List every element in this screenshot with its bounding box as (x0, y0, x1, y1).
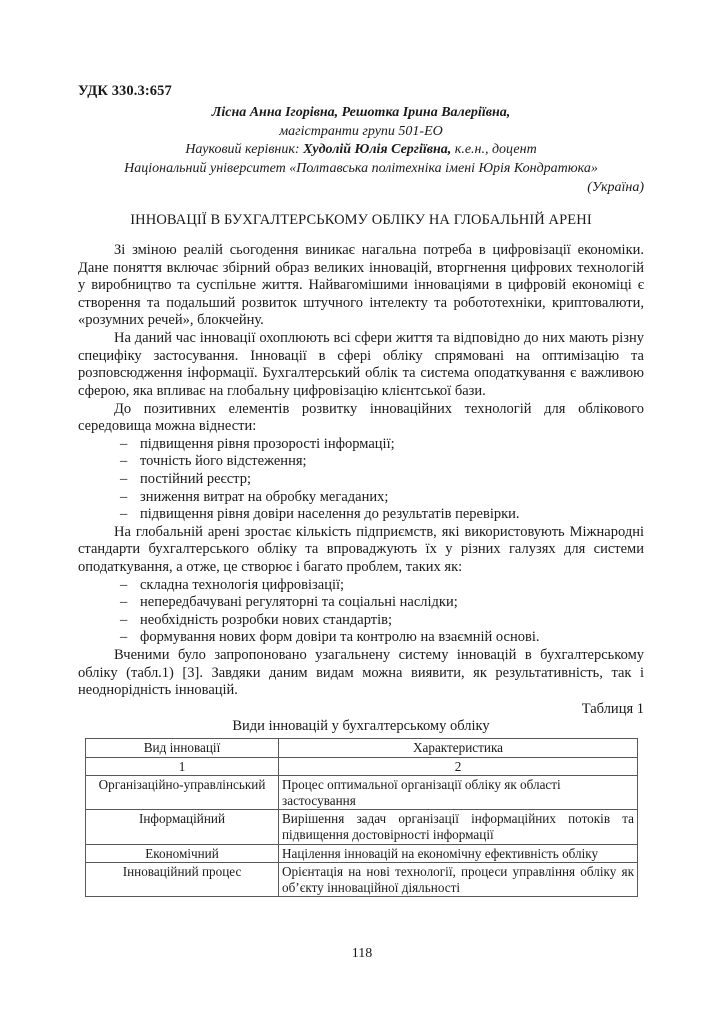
byline-authors: Лісна Анна Ігорівна, Решотка Ірина Валеріївна, (211, 105, 511, 121)
dash-bullet-icon: – (120, 576, 128, 593)
innovation-type: Економічний (86, 844, 279, 863)
list-item (78, 594, 644, 612)
innovation-type: Інформаційний (86, 810, 279, 844)
dash-bullet-icon: – (120, 629, 128, 646)
dash-bullet-icon: – (120, 488, 128, 505)
table-row (86, 863, 638, 897)
byline-supervisor (78, 141, 644, 160)
list-item-text: непередбачувані регуляторні та соціальні наслідки; (140, 594, 458, 611)
innovation-characteristic: Орієнтація на нові технології, процеси управління обліку як об’єкту інноваційної діяльності (279, 863, 638, 897)
list-item-text: зниження витрат на обробку мегаданих; (140, 488, 389, 505)
byline-affiliation: Національний університет «Полтавська політехніка імені Юрія Кондратюка» (124, 160, 598, 176)
list-item-text: постійний реєстр; (140, 470, 251, 487)
dash-bullet-icon: – (120, 594, 128, 611)
list-item-text: точність його відстеження; (140, 453, 307, 470)
table-header-row (86, 739, 638, 758)
innovation-characteristic: Вирішення задач організації інформаційних потоків та підвищення достовірності інформації (279, 810, 638, 844)
dash-bullet-icon: – (120, 453, 128, 470)
dash-bullet-icon: – (120, 435, 128, 452)
list-item-text: формування нових форм довіри та контролю на взаємній основі. (140, 629, 540, 646)
table-column-number-row (86, 757, 638, 776)
table-row (86, 776, 638, 810)
column-number-1: 1 (86, 757, 279, 776)
dash-bullet-icon: – (120, 470, 128, 487)
dash-bullet-icon: – (120, 611, 128, 628)
table-header-cell-type: Вид інновації (86, 739, 279, 758)
list-item (78, 471, 644, 489)
innovations-table (85, 738, 638, 897)
list-item (78, 577, 644, 595)
innovation-characteristic: Процес оптимальної організації обліку як області застосування (279, 776, 638, 810)
paragraph-2: На даний час інновації охоплюють всі сфери життя та відповідно до них мають різну специфіку застосування. Інновації в сфері обліку спрямовані на оптимізацію та розповсюдження інформації. Бухгалтерський облік та система оподаткування є важливою сферою, яка впливає на глобальну цифровізацію клієнтської бази. (78, 330, 644, 399)
supervisor-name: Худолій Юлія Сергіївна, (303, 142, 452, 158)
table-row (86, 844, 638, 863)
list-item-text: складна технологія цифровізації; (140, 576, 345, 593)
list-item-text: підвищення рівня прозорості інформації; (140, 435, 395, 452)
list-item (78, 629, 644, 647)
byline-block (78, 104, 644, 197)
list-item-text: необхідність розробки нових стандартів; (140, 611, 393, 628)
list-item (78, 436, 644, 454)
column-number-2: 2 (279, 757, 638, 776)
table-caption: Види інновацій у бухгалтерському обліку (232, 718, 490, 735)
innovation-type: Інноваційний процес (86, 863, 279, 897)
list-item (78, 453, 644, 471)
udk-code: УДК 330.3:657 (78, 83, 172, 99)
article-title: ІННОВАЦІЇ В БУХГАЛТЕРСЬКОМУ ОБЛІКУ НА ГЛОБАЛЬНІЙ АРЕНІ (130, 212, 592, 229)
byline-country: (Україна) (587, 179, 644, 195)
list-item (78, 612, 644, 630)
list-item-text: підвищення рівня довіри населення до результатів перевірки. (140, 506, 520, 523)
page-content (78, 82, 644, 897)
list-item (78, 489, 644, 507)
paragraph-5: Вченими було запропоновано узагальнену систему інновацій в бухгалтерському обліку (табл.1) [3]. Завдяки даним видам можна виявити, як результативність, так і неоднорідність інновацій. (78, 647, 644, 699)
page-number: 118 (351, 946, 373, 961)
table-row (86, 810, 638, 844)
byline-group: магістранти групи 501-ЕО (279, 123, 443, 139)
list-item (78, 506, 644, 524)
problems-list (78, 577, 644, 647)
paragraph-4: На глобальній арені зростає кількість підприємств, які використовують Міжнародні стандарти бухгалтерського обліку та впроваджують їх у різних галузях для системи оподаткування, а отже, це створює і багато проблем, таких як: (78, 523, 644, 575)
paragraph-3: До позитивних елементів розвитку інноваційних технологій для облікового середовища можна віднести: (78, 400, 644, 435)
supervisor-prefix: Науковий керівник: (185, 142, 304, 158)
paragraph-1: Зі зміною реалій сьогодення виникає нагальна потреба в цифровізації економіки. Дане поняття включає збірний образ великих інновацій, вторгнення цифрових технологій у виробництво та суспільне життя. Найвагомішими інноваціями в цифровій економіці є створення та подальший розвиток штучного інтелекту та робототехніки, криптовалюти, «розумних речей», блокчейну. (78, 242, 644, 329)
innovation-characteristic: Націлення інновацій на економічну ефективність обліку (279, 844, 638, 863)
dash-bullet-icon: – (120, 506, 128, 523)
table-number-label: Таблиця 1 (581, 700, 644, 717)
supervisor-degree: к.е.н., доцент (451, 142, 537, 158)
positive-elements-list (78, 436, 644, 524)
innovation-type: Організаційно-управлінський (86, 776, 279, 810)
table-header-cell-characteristic: Характеристика (279, 739, 638, 758)
